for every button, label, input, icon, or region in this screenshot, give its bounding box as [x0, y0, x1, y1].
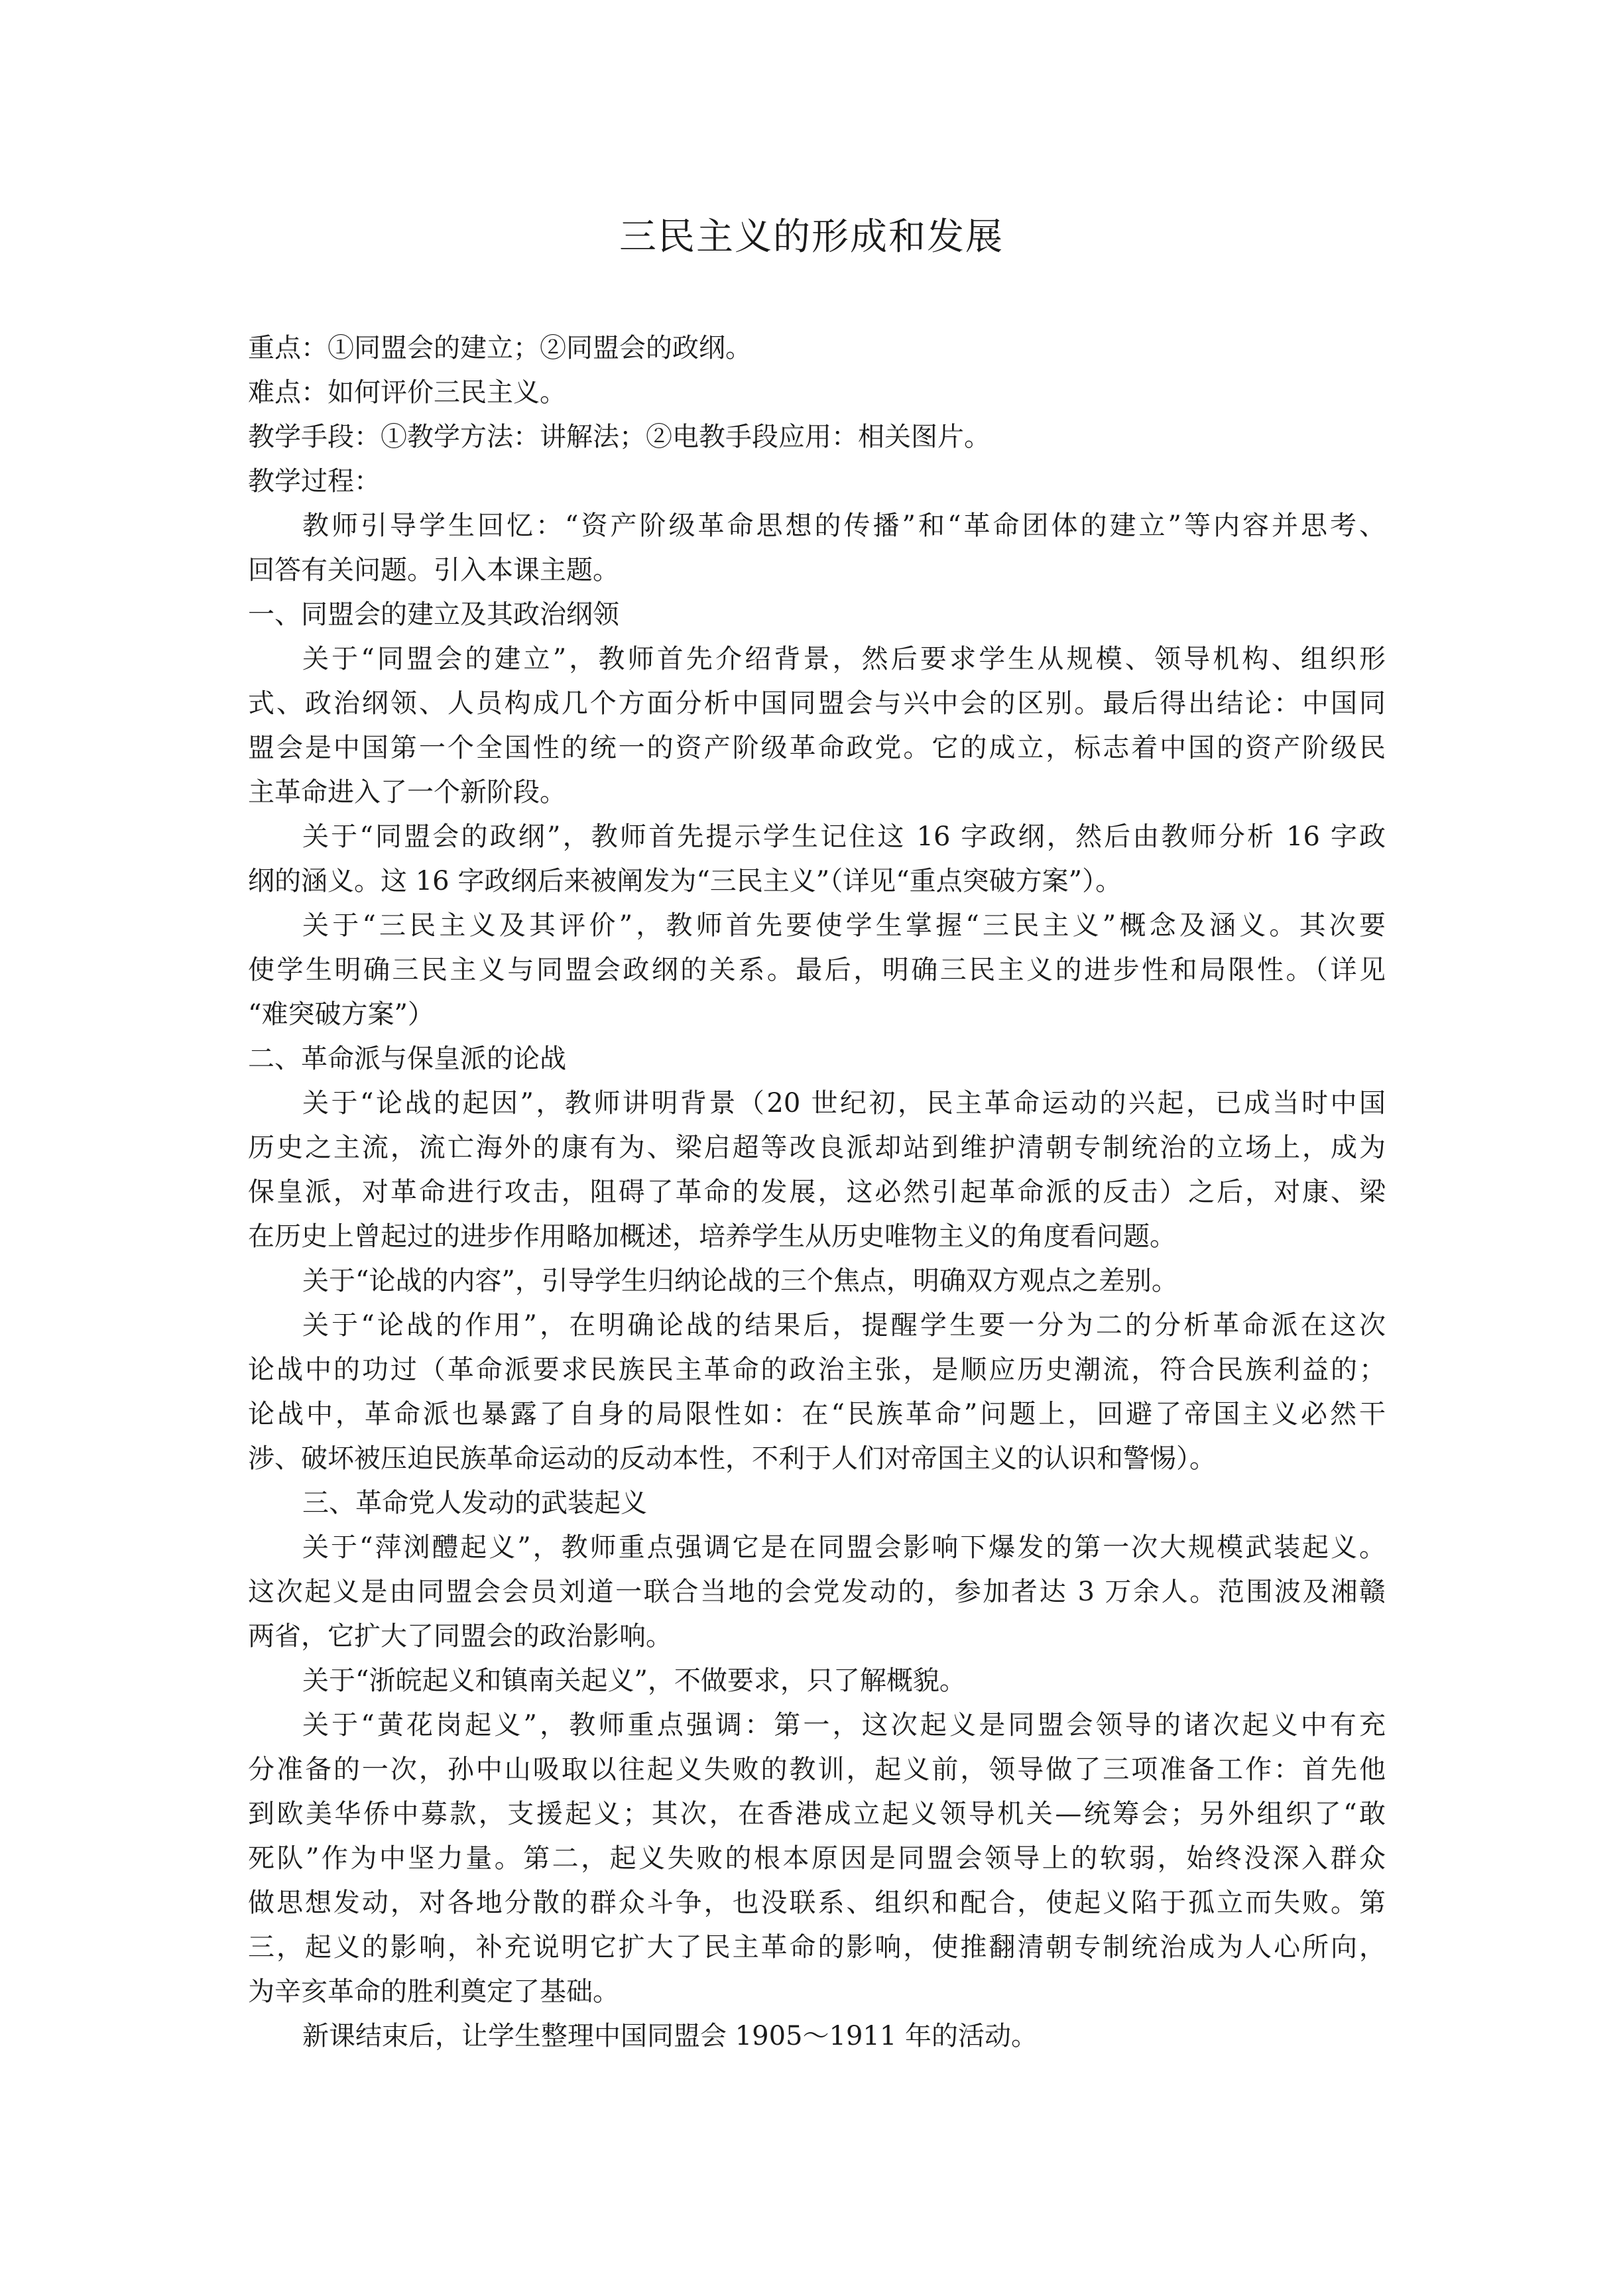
text-line: 回答有关问题。引入本课主题。 — [248, 555, 619, 585]
text-line: 涉、破坏被压迫民族革命运动的反动本性，不利于人们对帝国主义的认识和警惕）。 — [248, 1443, 1216, 1474]
text-line: 论战中的功过（革命派要求民族民主革命的政治主张，是顺应历史潮流，符合民族利益的； — [248, 1355, 1386, 1385]
text-line: 分准备的一次，孙中山吸取以往起义失败的教训，起义前，领导做了三项准备工作：首先他 — [248, 1754, 1386, 1785]
text-line: 这次起义是由同盟会会员刘道一联合当地的会党发动的，参加者达 3 万余人。范围波及湘赣 — [248, 1577, 1386, 1607]
text-line: 论战中，革命派也暴露了自身的局限性如：在“民族革命”问题上，回避了帝国主义必然干 — [248, 1399, 1386, 1429]
text-line: 教学手段：①教学方法：讲解法；②电教手段应用：相关图片。 — [248, 422, 991, 452]
text-line: 保皇派，对革命进行攻击，阻碍了革命的发展，这必然引起革命派的反击）之后，对康、梁 — [248, 1177, 1386, 1207]
text-line: 一、同盟会的建立及其政治纲领 — [248, 599, 619, 630]
text-line: 使学生明确三民主义与同盟会政纲的关系。最后，明确三民主义的进步性和局限性。（详见 — [248, 955, 1386, 985]
text-line: 关于“同盟会的建立”，教师首先介绍背景，然后要求学生从规模、领导机构、组织形 — [302, 644, 1386, 674]
text-line: 关于“同盟会的政纲”，教师首先提示学生记住这 16 字政纲，然后由教师分析 16 字政 — [302, 821, 1386, 852]
text-line: 死队”作为中坚力量。第二，起义失败的根本原因是同盟会领导上的软弱，始终没深入群众 — [248, 1843, 1386, 1874]
text-line: 在历史上曾起过的进步作用略加概述，培养学生从历史唯物主义的角度看问题。 — [248, 1221, 1176, 1252]
text-line: 式、政治纲领、人员构成几个方面分析中国同盟会与兴中会的区别。最后得出结论：中国同 — [248, 688, 1386, 719]
text-line: 二、革命派与保皇派的论战 — [248, 1044, 566, 1074]
text-line: 教师引导学生回忆：“资产阶级革命思想的传播”和“革命团体的建立”等内容并思考、 — [302, 511, 1386, 541]
text-line: 为辛亥革命的胜利奠定了基础。 — [248, 1976, 619, 2007]
text-line: 三，起义的影响，补充说明它扩大了民主革命的影响，使推翻清朝专制统治成为人心所向， — [248, 1932, 1386, 1963]
text-line: 关于“浙皖起义和镇南关起义”，不做要求，只了解概貌。 — [302, 1665, 966, 1696]
text-line: 关于“论战的内容”，引导学生归纳论战的三个焦点，明确双方观点之差别。 — [302, 1266, 1178, 1296]
text-line: 关于“萍浏醴起义”，教师重点强调它是在同盟会影响下爆发的第一次大规模武装起义。 — [302, 1532, 1386, 1563]
text-line: 关于“黄花岗起义”，教师重点强调：第一，这次起义是同盟会领导的诸次起义中有充 — [302, 1710, 1386, 1740]
text-line: 三、革命党人发动的武装起义 — [302, 1488, 647, 1518]
text-line: 关于“论战的作用”，在明确论战的结果后，提醒学生要一分为二的分析革命派在这次 — [302, 1310, 1386, 1341]
text-line: 关于“论战的起因”，教师讲明背景（20 世纪初，民主革命运动的兴起，已成当时中国 — [302, 1088, 1386, 1118]
text-line: 新课结束后，让学生整理中国同盟会 1905～1911 年的活动。 — [302, 2021, 1038, 2051]
text-line: 主革命进入了一个新阶段。 — [248, 777, 566, 808]
text-line: 做思想发动，对各地分散的群众斗争，也没联系、组织和配合，使起义陷于孤立而失败。第 — [248, 1888, 1386, 1918]
text-line: 教学过程： — [248, 466, 381, 497]
text-line: 难点：如何评价三民主义。 — [248, 377, 566, 408]
document-body — [248, 326, 1386, 2059]
text-line: 历史之主流，流亡海外的康有为、梁启超等改良派却站到维护清朝专制统治的立场上，成为 — [248, 1132, 1386, 1163]
text-line: 两省，它扩大了同盟会的政治影响。 — [248, 1621, 672, 1652]
text-line: “难突破方案”） — [248, 999, 434, 1030]
page-title: 三民主义的形成和发展 — [619, 215, 1004, 259]
text-line: 关于“三民主义及其评价”，教师首先要使学生掌握“三民主义”概念及涵义。其次要 — [302, 910, 1386, 941]
text-line: 到欧美华侨中募款，支援起义；其次，在香港成立起义领导机关—统筹会；另外组织了“敢 — [248, 1799, 1386, 1829]
text-line: 纲的涵义。这 16 字政纲后来被阐发为“三民主义”（详见“重点突破方案”）。 — [248, 866, 1122, 896]
text-line: 盟会是中国第一个全国性的统一的资产阶级革命政党。它的成立，标志着中国的资产阶级民 — [248, 733, 1386, 763]
text-line: 重点：①同盟会的建立；②同盟会的政纲。 — [248, 333, 752, 363]
